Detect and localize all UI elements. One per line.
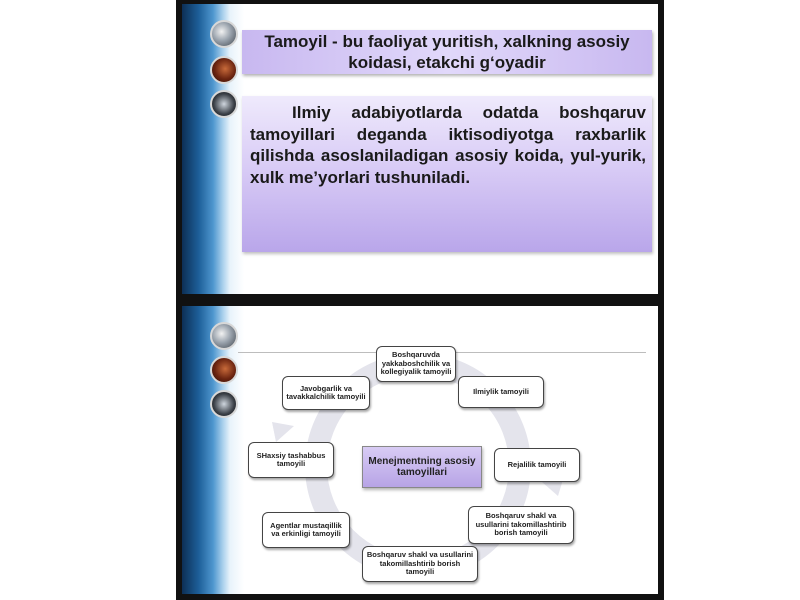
cycle-node: Agentlar mustaqillik va erkinligi tamoyili xyxy=(262,512,350,548)
photo-icon xyxy=(210,90,238,118)
cycle-node: Javobgarlik va tavakkalchilik tamoyili xyxy=(282,376,370,410)
photo-icon xyxy=(210,20,238,48)
slide-1 xyxy=(176,0,664,300)
slide-title-text: Tamoyil - bu faoliyat yuritish, xalkning asosiy koidasi, etakchi g‘oyadir xyxy=(264,32,630,72)
cycle-node: Boshqaruvda yakkaboshchilik va kollegiyalik tamoyili xyxy=(376,346,456,382)
slide-body-text: Ilmiy adabiyotlarda odatda boshqaruv tamoyillari deganda iktisodiyotga raxbarlik qilishda asoslaniladigan asosiy koida, yul-yurik, xulk me’yorlari tushuniladi. xyxy=(250,103,646,187)
slide-title xyxy=(242,30,652,74)
cycle-node: SHaxsiy tashabbus tamoyili xyxy=(248,442,334,478)
slide-2 xyxy=(176,300,664,600)
cycle-node: Ilmiylik tamoyili xyxy=(458,376,544,408)
slide-body xyxy=(242,96,652,252)
cycle-node: Boshqaruv shakl va usullarini takomillashtirib borish tamoyili xyxy=(362,546,478,582)
center-node: Menejmentning asosiy tamoyillari xyxy=(362,446,482,488)
cycle-node: Boshqaruv shakl va usullarini takomillashtirib borish tamoyili xyxy=(468,506,574,544)
photo-icon xyxy=(210,56,238,84)
cycle-node: Rejalilik tamoyili xyxy=(494,448,580,482)
cycle-arrow xyxy=(272,422,294,442)
